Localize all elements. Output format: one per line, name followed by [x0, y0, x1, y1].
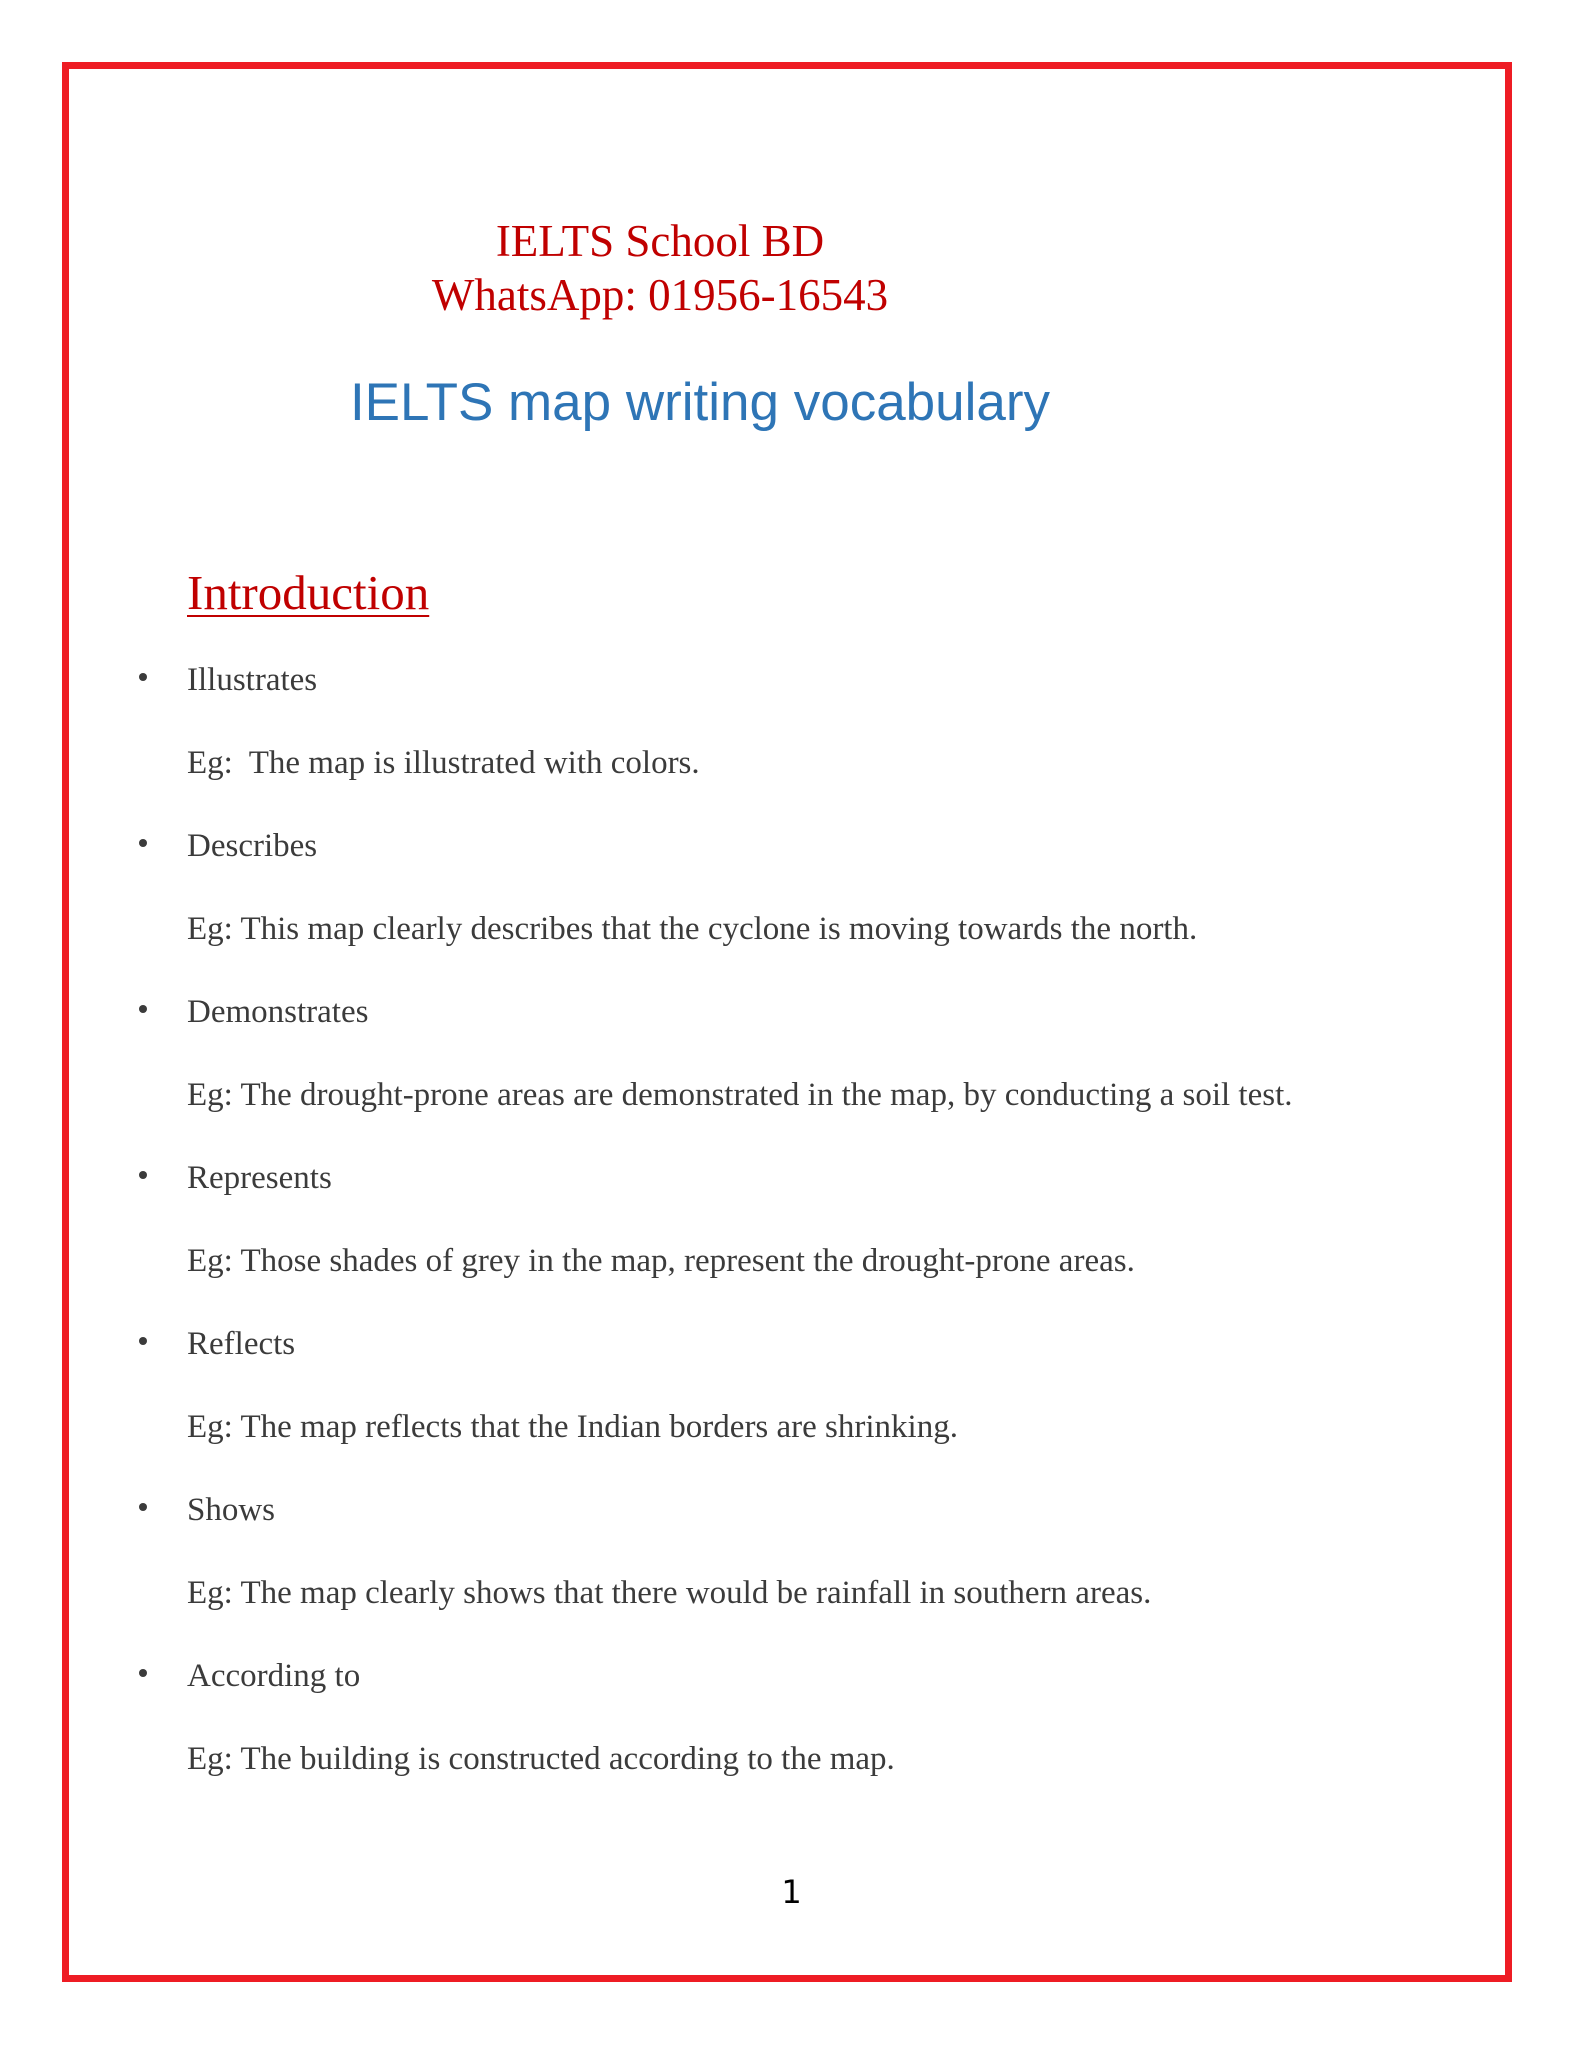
section-heading-introduction: Introduction — [187, 565, 430, 620]
vocab-example: Eg: The drought-prone areas are demonstrated in the map, by conducting a soil test. — [187, 1077, 1293, 1113]
bullet-icon — [139, 1337, 147, 1345]
whatsapp-contact: WhatsApp: 01956-16543 — [431, 270, 889, 320]
vocab-example: Eg: The map reflects that the Indian borders are shrinking. — [187, 1409, 958, 1445]
vocab-term: Describes — [187, 828, 318, 864]
bullet-icon — [139, 1503, 147, 1511]
list-item — [0, 1158, 1500, 1324]
vocab-example: Eg: The building is constructed according to the map. — [187, 1741, 895, 1777]
list-item — [0, 1656, 1500, 1822]
vocab-example: Eg: Those shades of grey in the map, represent the drought-prone areas. — [187, 1243, 1135, 1279]
vocab-term: Demonstrates — [187, 994, 369, 1030]
vocab-term: Represents — [187, 1160, 332, 1196]
vocabulary-list — [0, 660, 1500, 1822]
vocab-term: Shows — [187, 1492, 276, 1528]
document-title: IELTS map writing vocabulary — [349, 373, 1051, 432]
list-item — [0, 1490, 1500, 1656]
bullet-icon — [139, 1171, 147, 1179]
vocab-term: Illustrates — [187, 662, 318, 698]
bullet-icon — [139, 1005, 147, 1013]
school-name: IELTS School BD — [495, 216, 825, 266]
vocab-term: According to — [187, 1658, 361, 1694]
list-item — [0, 826, 1500, 992]
list-item — [0, 1324, 1500, 1490]
vocab-example: Eg: The map is illustrated with colors. — [187, 745, 700, 781]
vocab-term: Reflects — [187, 1326, 296, 1362]
list-item — [0, 992, 1500, 1158]
bullet-icon — [139, 839, 147, 847]
list-item — [0, 660, 1500, 826]
bullet-icon — [139, 673, 147, 681]
bullet-icon — [139, 1669, 147, 1677]
vocab-example: Eg: This map clearly describes that the cyclone is moving towards the north. — [187, 911, 1198, 947]
page-number: 1 — [781, 1873, 802, 1911]
vocab-example: Eg: The map clearly shows that there would be rainfall in southern areas. — [187, 1575, 1152, 1611]
